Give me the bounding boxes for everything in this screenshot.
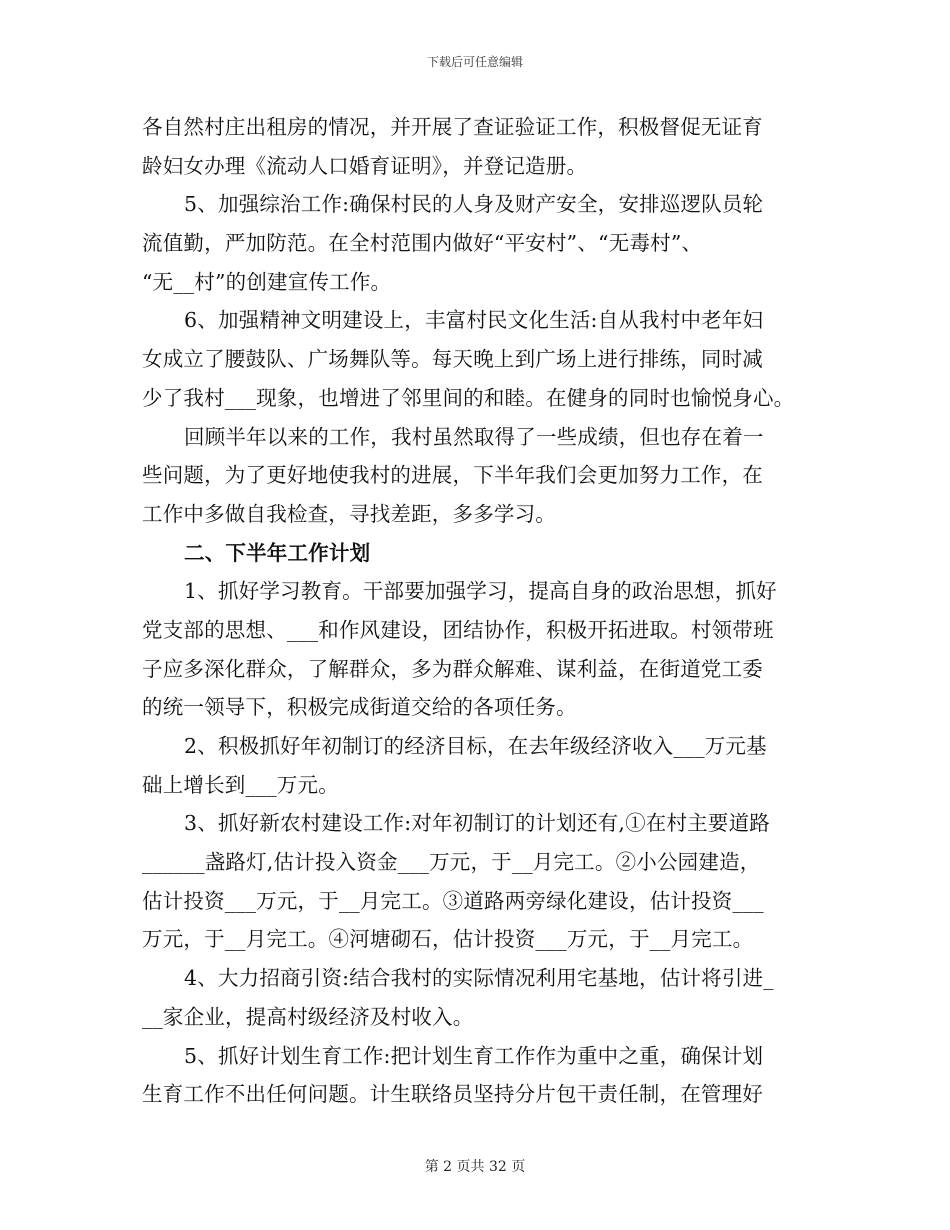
document-body <box>142 108 812 1114</box>
text-line: 少了我村___现象，也增进了邻里间的和睦。在健身的同时也愉悦身心。 <box>142 385 795 410</box>
text-line: 5、抓好计划生育工作:把计划生育工作作为重中之重，确保计划 <box>184 1043 764 1068</box>
text-line: 生育工作不出任何问题。计生联络员坚持分片包干责任制，在管理好 <box>142 1082 763 1107</box>
text-line: 2、积极抓好年初制订的经济目标，在去年级经济收入___万元基 <box>184 734 767 758</box>
text-line: 估计投资___万元，于__月完工。③道路两旁绿化建设，估计投资___ <box>142 888 764 913</box>
text-line: 龄妇女办理《流动人口婚育证明》，并登记造册。 <box>142 153 588 178</box>
text-line: 的统一领导下，积极完成街道交给的各项任务。 <box>142 695 577 720</box>
text-line: 工作中多做自我检查，寻找差距，多多学习。 <box>142 501 556 526</box>
text-line: 5、加强综治工作:确保村民的人身及财产安全，安排巡逻队员轮 <box>184 192 764 217</box>
text-line: 女成立了腰鼓队、广场舞队等。每天晚上到广场上进行排练，同时减 <box>142 347 763 372</box>
text-line: 流值勤，严加防范。在全村范围内做好“平安村”、“无毒村”、 <box>142 231 703 256</box>
text-line: 3、抓好新农村建设工作:对年初制订的计划还有,①在村主要道路 <box>184 811 770 836</box>
text-line: “无__村”的创建宣传工作。 <box>142 269 392 294</box>
text-line: __家企业，提高村级经济及村收入。 <box>142 1004 474 1029</box>
text-line: 党支部的思想、___和作风建设，团结协作，积极开拓进取。村领带班 <box>142 617 774 642</box>
text-line: ______盏路灯,估计投入资金___万元，于__月完工。②小公园建造， <box>142 850 761 875</box>
text-line: 础上增长到___万元。 <box>142 772 339 797</box>
text-line: 万元，于__月完工。④河塘砌石，估计投资___万元，于__月完工。 <box>142 927 754 952</box>
text-line: 些问题，为了更好地使我村的进展，下半年我们会更加努力工作，在 <box>142 463 763 488</box>
text-line: 子应多深化群众，了解群众，多为群众解难、谋利益，在街道党工委 <box>142 656 763 681</box>
page-header: 下载后可任意编辑 <box>426 55 523 69</box>
text-line: 回顾半年以来的工作，我村虽然取得了一些成绩，但也存在着一 <box>184 424 764 449</box>
text-line: 1、抓好学习教育。干部要加强学习，提高自身的政治思想，抓好 <box>184 579 777 604</box>
text-line: 各自然村庄出租房的情况，并开展了查证验证工作，积极督促无证育 <box>142 115 763 139</box>
page-footer: 第 2 页共 32 页 <box>424 1159 526 1175</box>
text-line: 6、加强精神文明建设上，丰富村民文化生活:自从我村中老年妇 <box>184 308 764 333</box>
text-line: 4、大力招商引资:结合我村的实际情况利用宅基地，估计将引进_ <box>184 966 774 991</box>
section-heading: 二、下半年工作计划 <box>184 540 371 565</box>
